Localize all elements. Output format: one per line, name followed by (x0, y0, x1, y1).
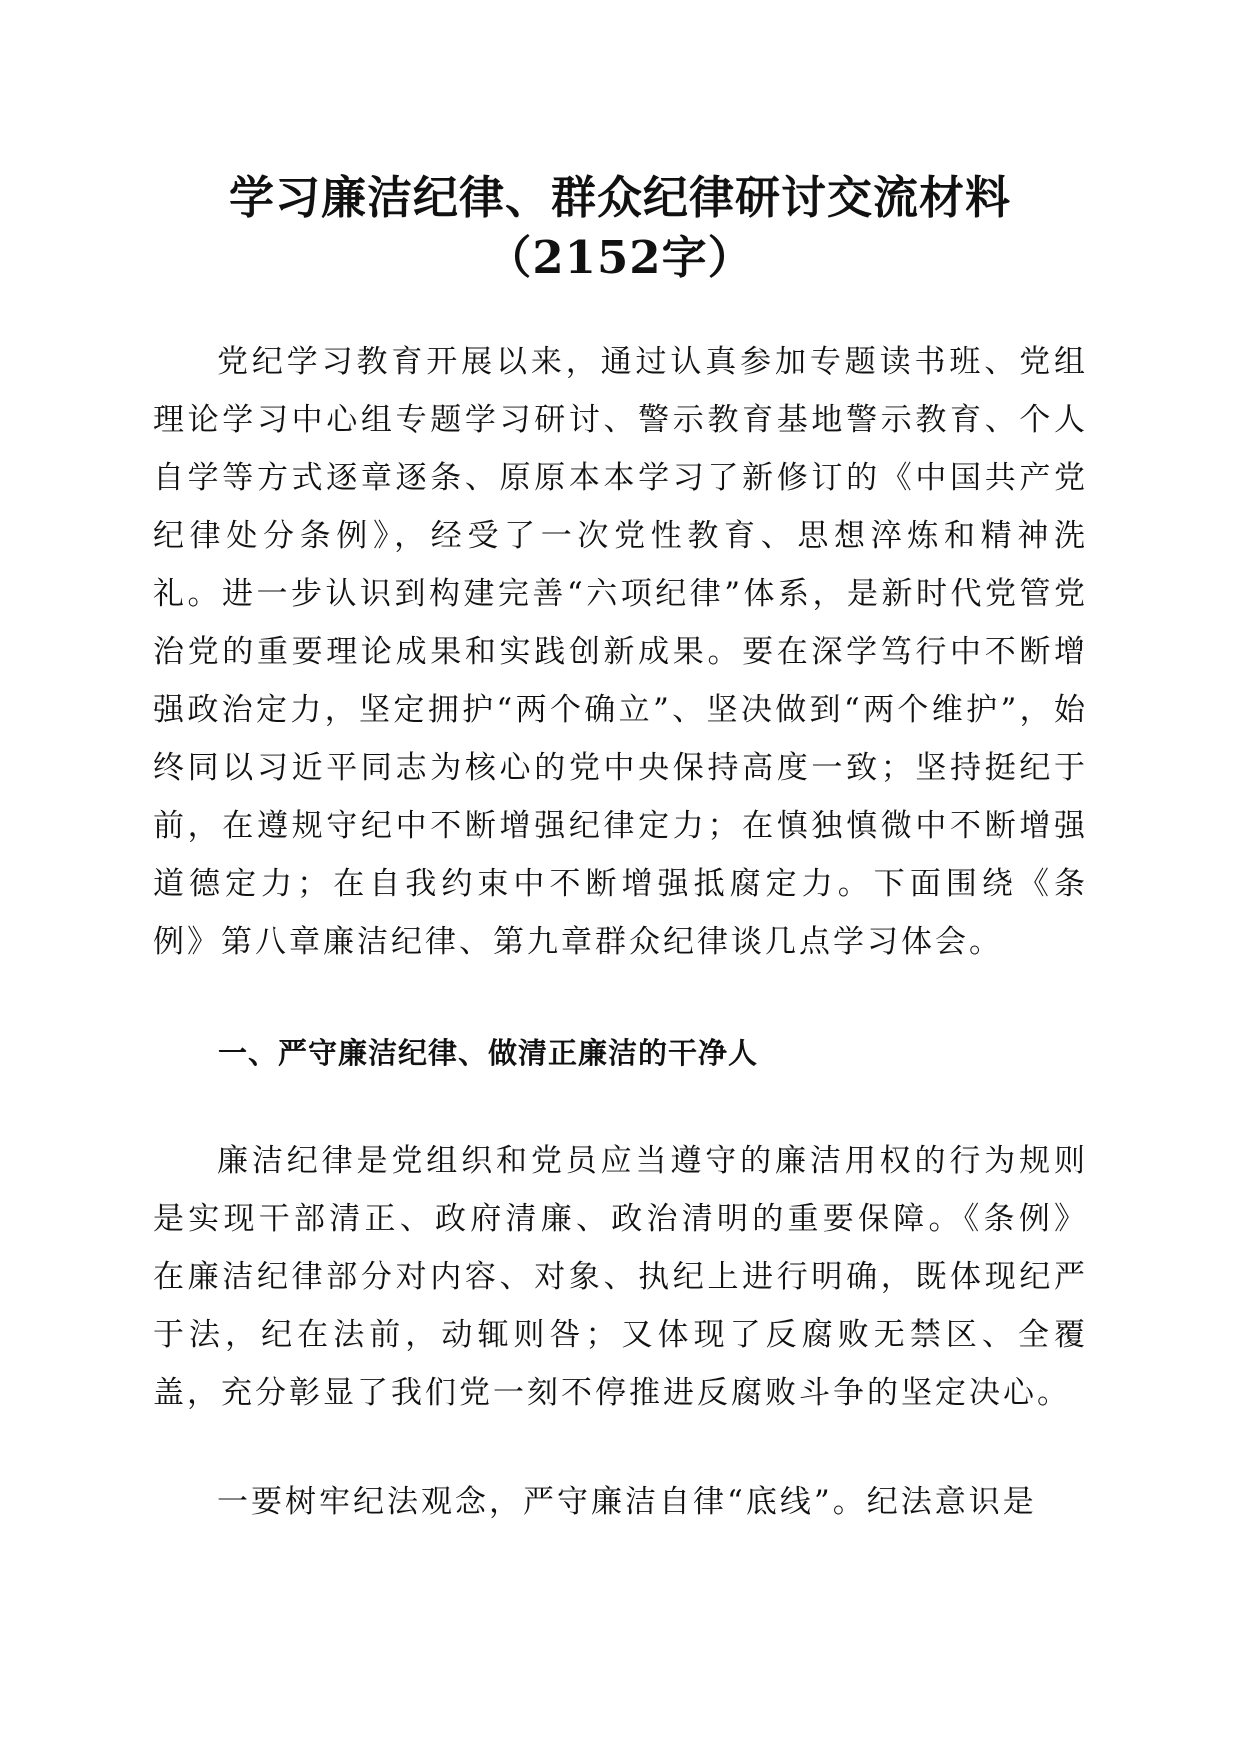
section-heading-1: 一、严守廉洁纪律、做清正廉洁的干净人 (218, 1036, 759, 1070)
section-1-paragraph: 廉洁纪律是党组织和党员应当遵守的廉洁用权的行为规则是实现干部清正、政府清廉、政治清明的重要保障。《条例》在廉洁纪律部分对内容、对象、执纪上进行明确，既体现纪严于法，纪在法前，动辄则咎；又体现了反腐败无禁区、全覆盖，充分彰显了我们党一刻不停推进反腐败斗争的坚定决心。 (153, 1143, 1088, 1411)
section-1-point-1-paragraph: 一要树牢纪法观念，严守廉洁自律“底线”。纪法意识是 (217, 1484, 1037, 1520)
document-title: 学习廉洁纪律、群众纪律研讨交流材料（2152字） (228, 171, 1011, 284)
intro-paragraph: 党纪学习教育开展以来，通过认真参加专题读书班、党组理论学习中心组专题学习研讨、警示教育基地警示教育、个人自学等方式逐章逐条、原原本本学习了新修订的《中国共产党纪律处分条例》，经受了一次党性教育、思想淬炼和精神洗礼。进一步认识到构建完善“六项纪律”体系，是新时代党管党治党的重要理论成果和实践创新成果。要在深学笃行中不断增强政治定力，坚定拥护“两个确立”、坚决做到“两个维护”，始终同以习近平同志为核心的党中央保持高度一致；坚持挺纪于前，在遵规守纪中不断增强纪律定力；在慎独慎微中不断增强道德定力；在自我约束中不断增强抵腐定力。下面围绕《条例》第八章廉洁纪律、第九章群众纪律谈几点学习体会。 (153, 344, 1088, 960)
